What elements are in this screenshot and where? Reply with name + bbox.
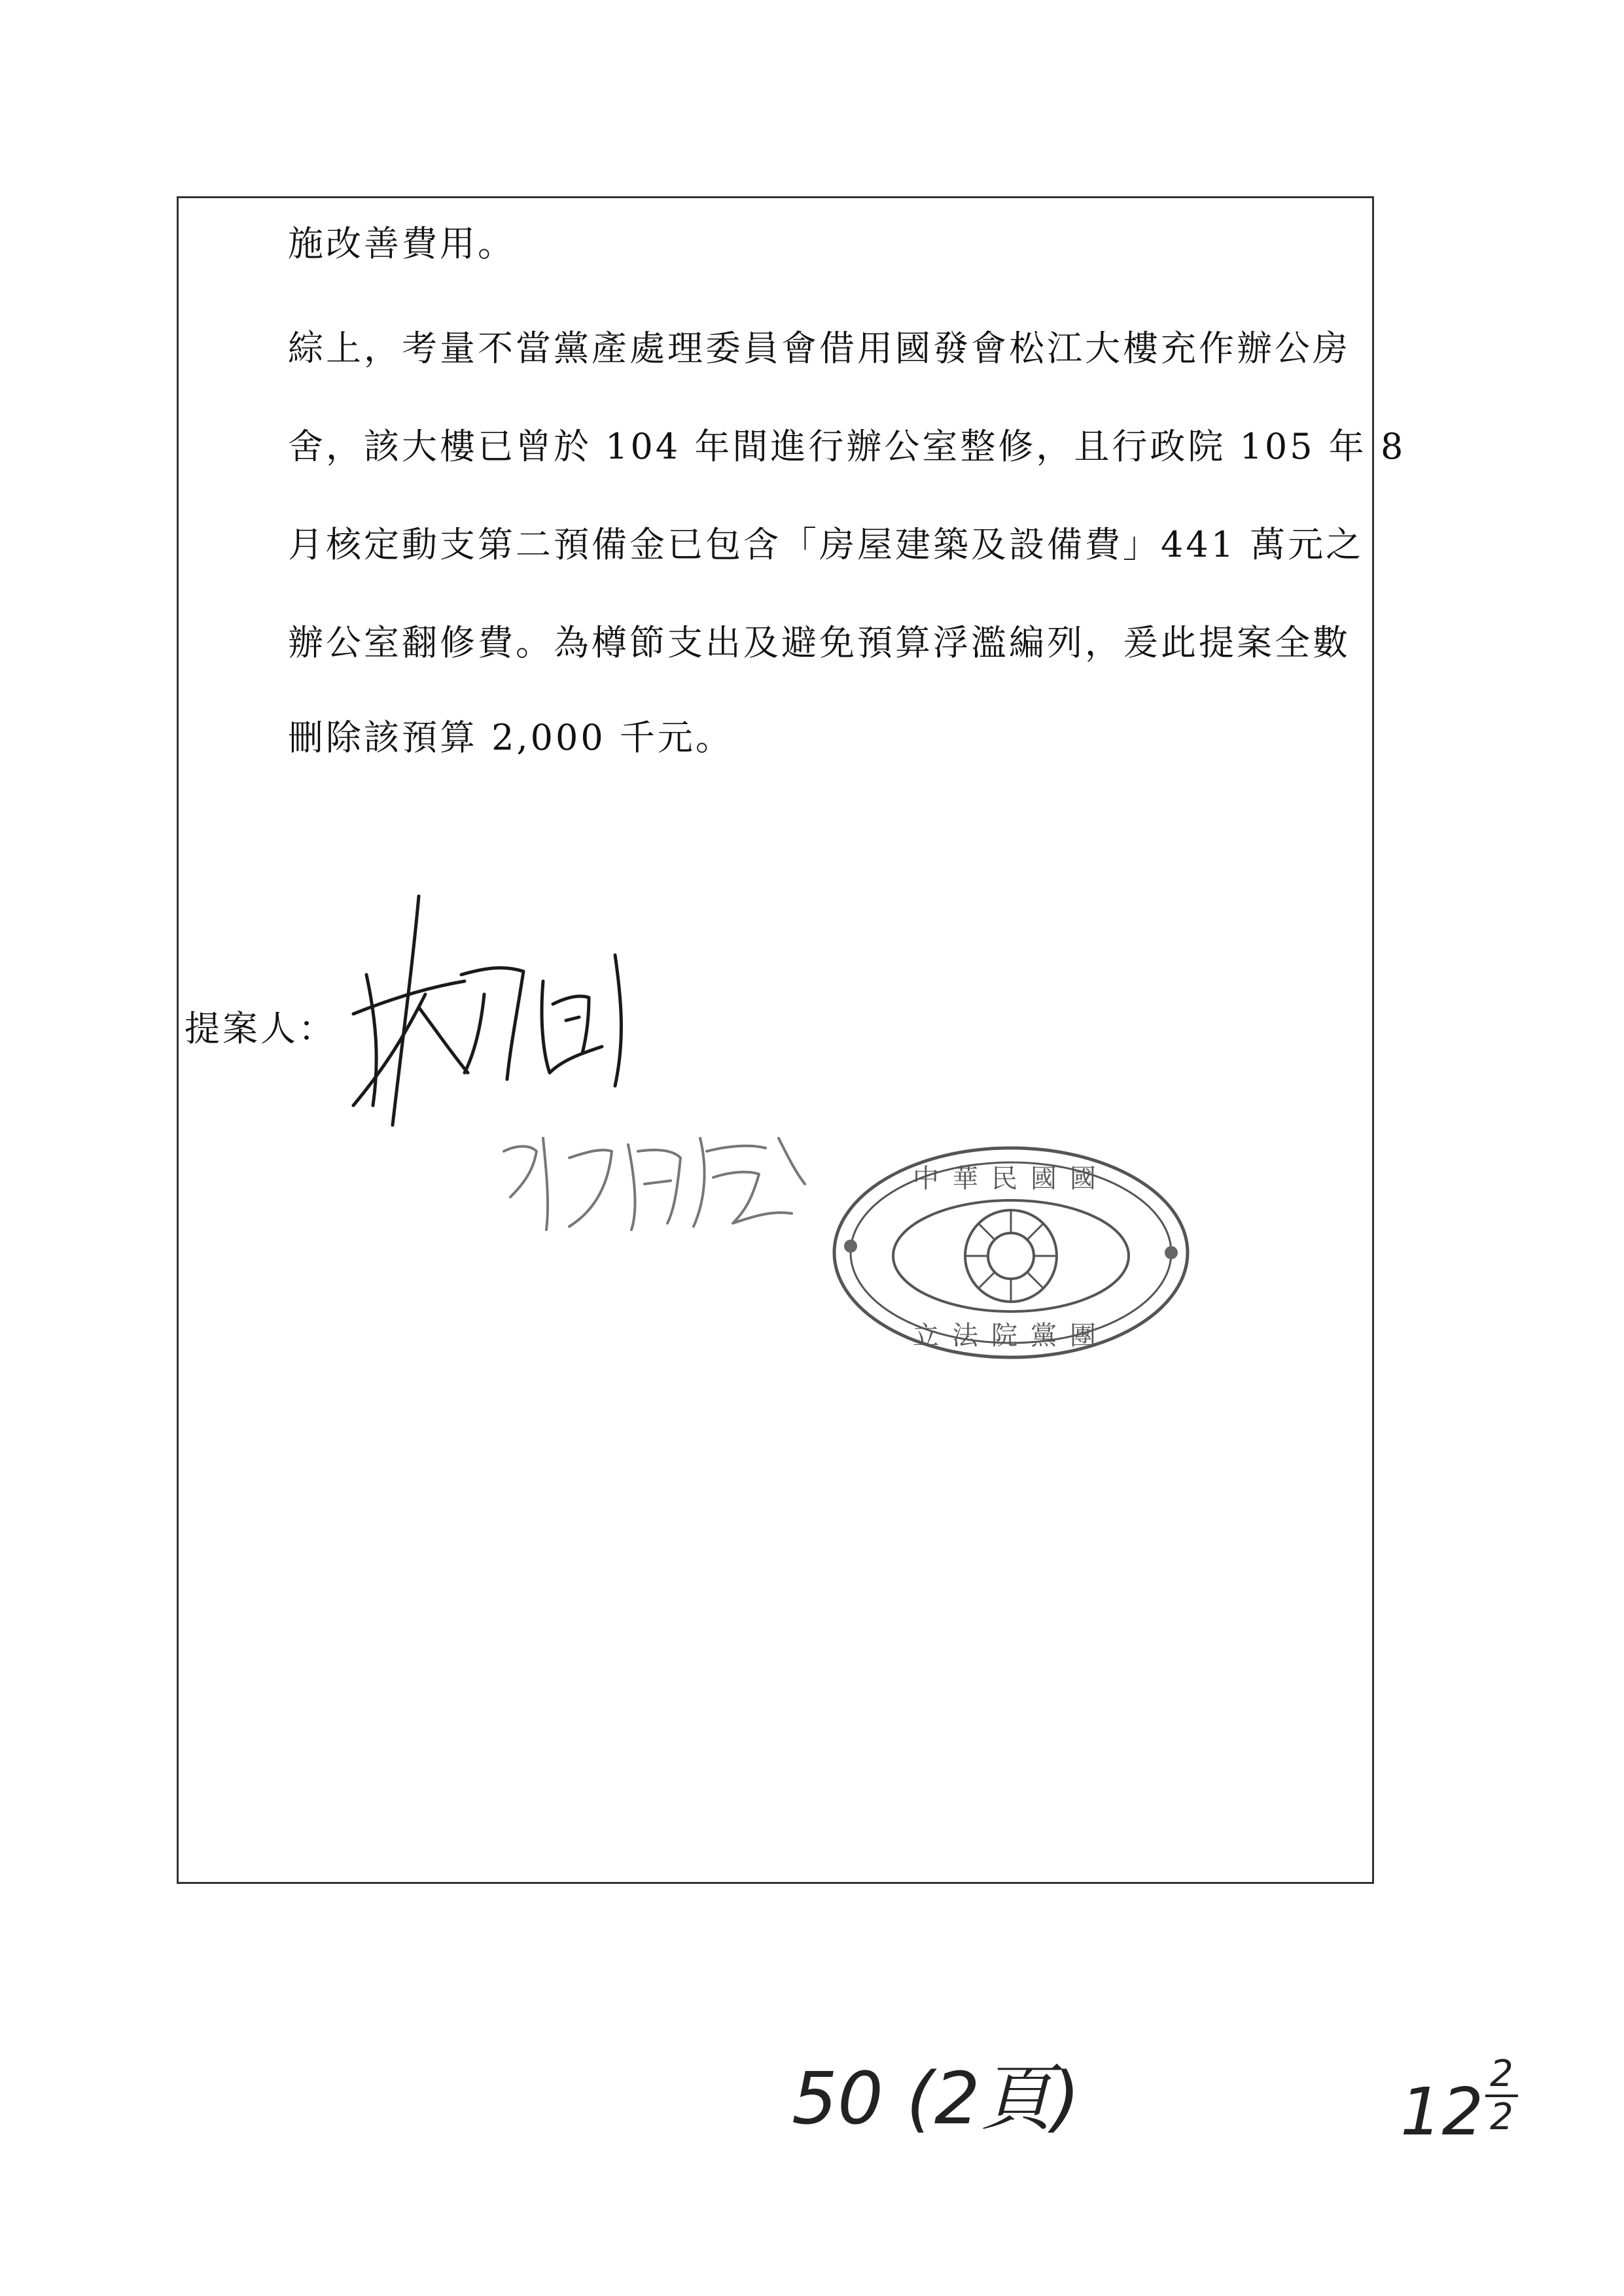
text-line-2: 綜上，考量不當黨產處理委員會借用國發會松江大樓充作辦公房: [288, 328, 1350, 369]
text-line-1: 施改善費用。: [288, 223, 516, 264]
text-line-4: 月核定動支第二預備金已包含「房屋建築及設備費」441 萬元之: [288, 524, 1364, 565]
fraction-numerator: 2: [1490, 2053, 1513, 2095]
handwritten-page-note: 50 (2頁): [792, 2057, 1080, 2140]
signature-2: [497, 1112, 838, 1243]
handwritten-page-number: 12: [1400, 2074, 1484, 2150]
text-line-5: 辦公室翻修費。為樽節支出及避免預算浮濫編列，爰此提案全數: [288, 622, 1350, 663]
seal-bottom-text: 立法院黨團: [913, 1321, 1109, 1351]
text-line-3: 舍，該大樓已曾於 104 年間進行辦公室整修，且行政院 105 年 8: [288, 426, 1406, 467]
text-line-6: 刪除該預算 2,000 千元。: [288, 717, 733, 758]
fraction-denominator: 2: [1490, 2096, 1513, 2138]
seal-stamp: [828, 1141, 1194, 1364]
signature-1: [327, 890, 654, 1138]
handwritten-fraction: [1485, 2054, 1518, 2138]
proposer-label: 提案人：: [185, 1008, 336, 1049]
seal-top-text: 中華民國國: [913, 1164, 1109, 1194]
